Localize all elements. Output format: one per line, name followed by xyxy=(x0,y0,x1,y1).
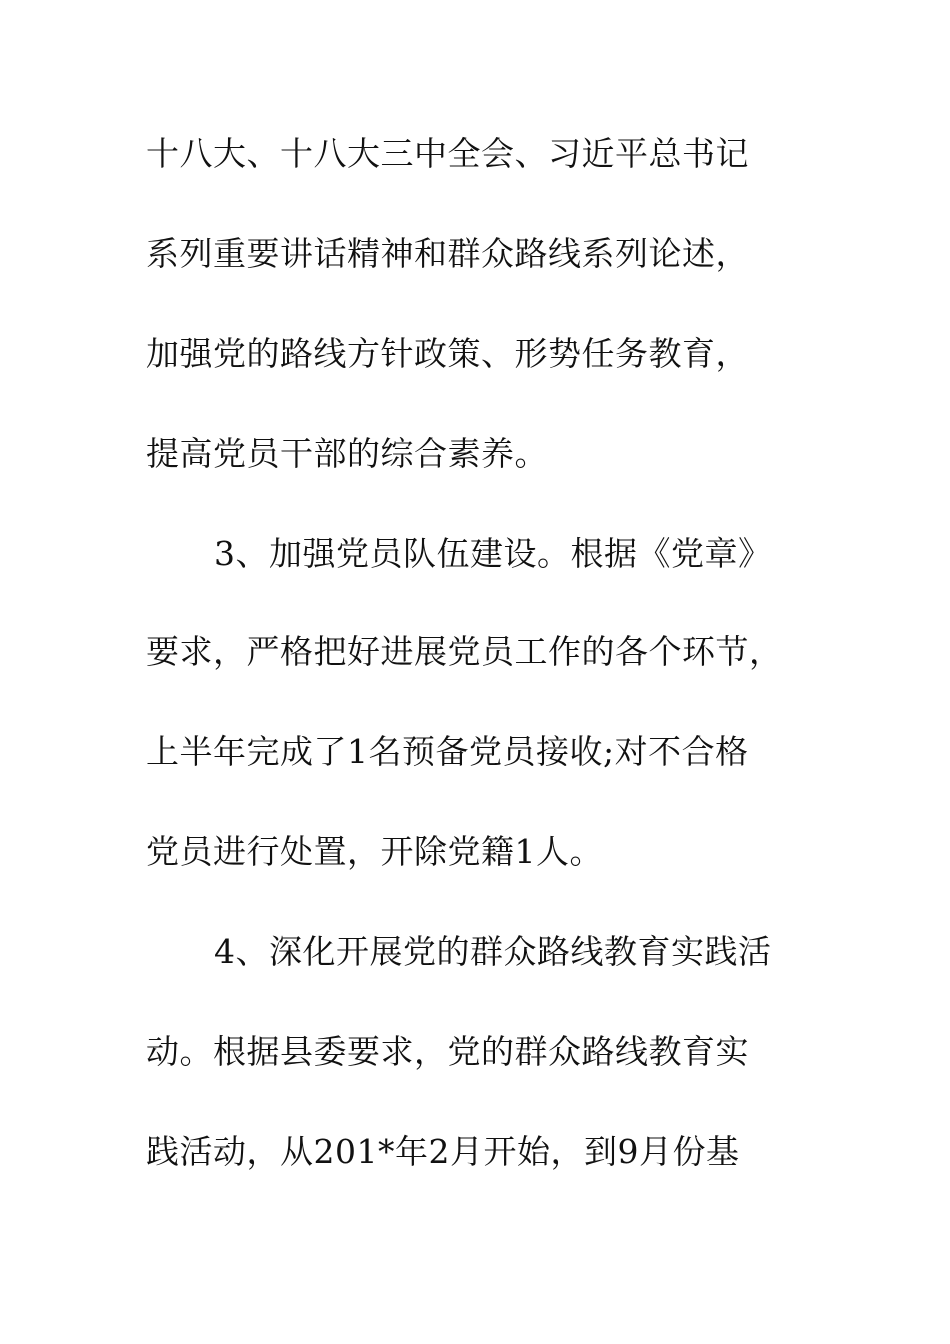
text-line: 十八大、十八大三中全会、习近平总书记 xyxy=(146,134,749,173)
text-line: 要求，严格把好进展党员工作的各个环节， xyxy=(146,632,783,671)
text-line: 党员进行处置，开除党籍1人。 xyxy=(146,832,603,871)
text-line: 系列重要讲话精神和群众路线系列论述， xyxy=(146,234,749,273)
text-line: 上半年完成了1名预备党员接收;对不合格 xyxy=(146,732,749,771)
paragraph-start-line: 4、深化开展党的群众路线教育实践活 xyxy=(214,932,772,971)
text-line: 提高党员干部的综合素养。 xyxy=(146,434,548,473)
paragraph-start-line: 3、加强党员队伍建设。根据《党章》 xyxy=(214,534,772,573)
text-line: 动。根据县委要求，党的群众路线教育实 xyxy=(146,1032,749,1071)
text-line: 加强党的路线方针政策、形势任务教育， xyxy=(146,334,749,373)
text-line: 践活动，从201*年2月开始，到9月份基 xyxy=(146,1132,740,1171)
